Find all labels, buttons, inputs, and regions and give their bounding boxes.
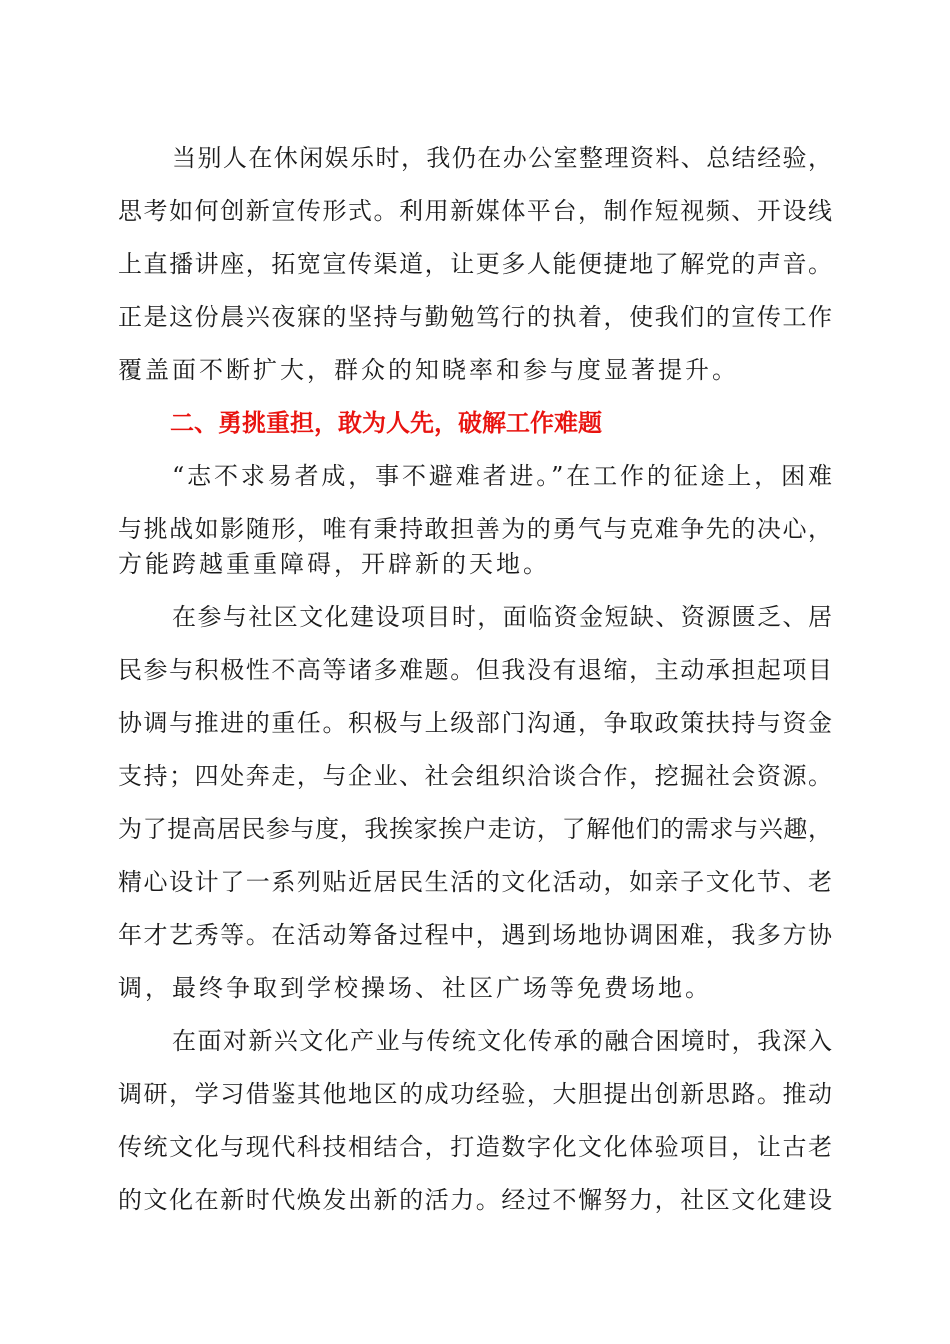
paragraph-1-line-2: 思考如何创新宣传形式。利用新媒体平台，制作短视频、开设线 xyxy=(118,197,832,225)
paragraph-2-line-1: “志不求易者成，事不避难者进。”在工作的征途上，困难 xyxy=(172,462,832,490)
paragraph-3-line-1: 在参与社区文化建设项目时，面临资金短缺、资源匮乏、居 xyxy=(172,603,832,631)
paragraph-4-line-2: 调研，学习借鉴其他地区的成功经验，大胆提出创新思路。推动 xyxy=(118,1080,832,1108)
paragraph-4-line-3: 传统文化与现代科技相结合，打造数字化文化体验项目，让古老 xyxy=(118,1133,832,1161)
paragraph-3-line-5: 为了提高居民参与度，我挨家挨户走访，了解他们的需求与兴趣， xyxy=(118,815,832,843)
paragraph-3-line-3: 协调与推进的重任。积极与上级部门沟通，争取政策扶持与资金 xyxy=(118,709,832,737)
paragraph-3-line-4: 支持；四处奔走，与企业、社会组织洽谈合作，挖掘社会资源。 xyxy=(118,762,832,790)
paragraph-4-line-1: 在面对新兴文化产业与传统文化传承的融合困境时，我深入 xyxy=(172,1027,832,1055)
paragraph-3-line-6: 精心设计了一系列贴近居民生活的文化活动，如亲子文化节、老 xyxy=(118,868,832,896)
paragraph-4-line-4: 的文化在新时代焕发出新的活力。经过不懈努力，社区文化建设 xyxy=(118,1186,832,1214)
paragraph-2-line-2: 与挑战如影随形，唯有秉持敢担善为的勇气与克难争先的决心， xyxy=(118,515,832,543)
paragraph-3-line-7: 年才艺秀等。在活动筹备过程中，遇到场地协调困难，我多方协 xyxy=(118,921,832,949)
paragraph-1-line-4: 正是这份晨兴夜寐的坚持与勤勉笃行的执着，使我们的宣传工作 xyxy=(118,303,832,331)
paragraph-3-line-2: 民参与积极性不高等诸多难题。但我没有退缩，主动承担起项目 xyxy=(118,656,832,684)
section-heading: 二、勇挑重担，敢为人先，破解工作难题 xyxy=(170,409,602,437)
paragraph-1-line-3: 上直播讲座，拓宽宣传渠道，让更多人能便捷地了解党的声音。 xyxy=(118,250,832,278)
paragraph-2-line-3: 方能跨越重重障碍，开辟新的天地。 xyxy=(118,550,550,578)
paragraph-1-line-1: 当别人在休闲娱乐时，我仍在办公室整理资料、总结经验， xyxy=(172,144,832,172)
paragraph-3-line-8: 调，最终争取到学校操场、社区广场等免费场地。 xyxy=(118,974,712,1002)
paragraph-1-line-5: 覆盖面不断扩大，群众的知晓率和参与度显著提升。 xyxy=(118,356,739,384)
